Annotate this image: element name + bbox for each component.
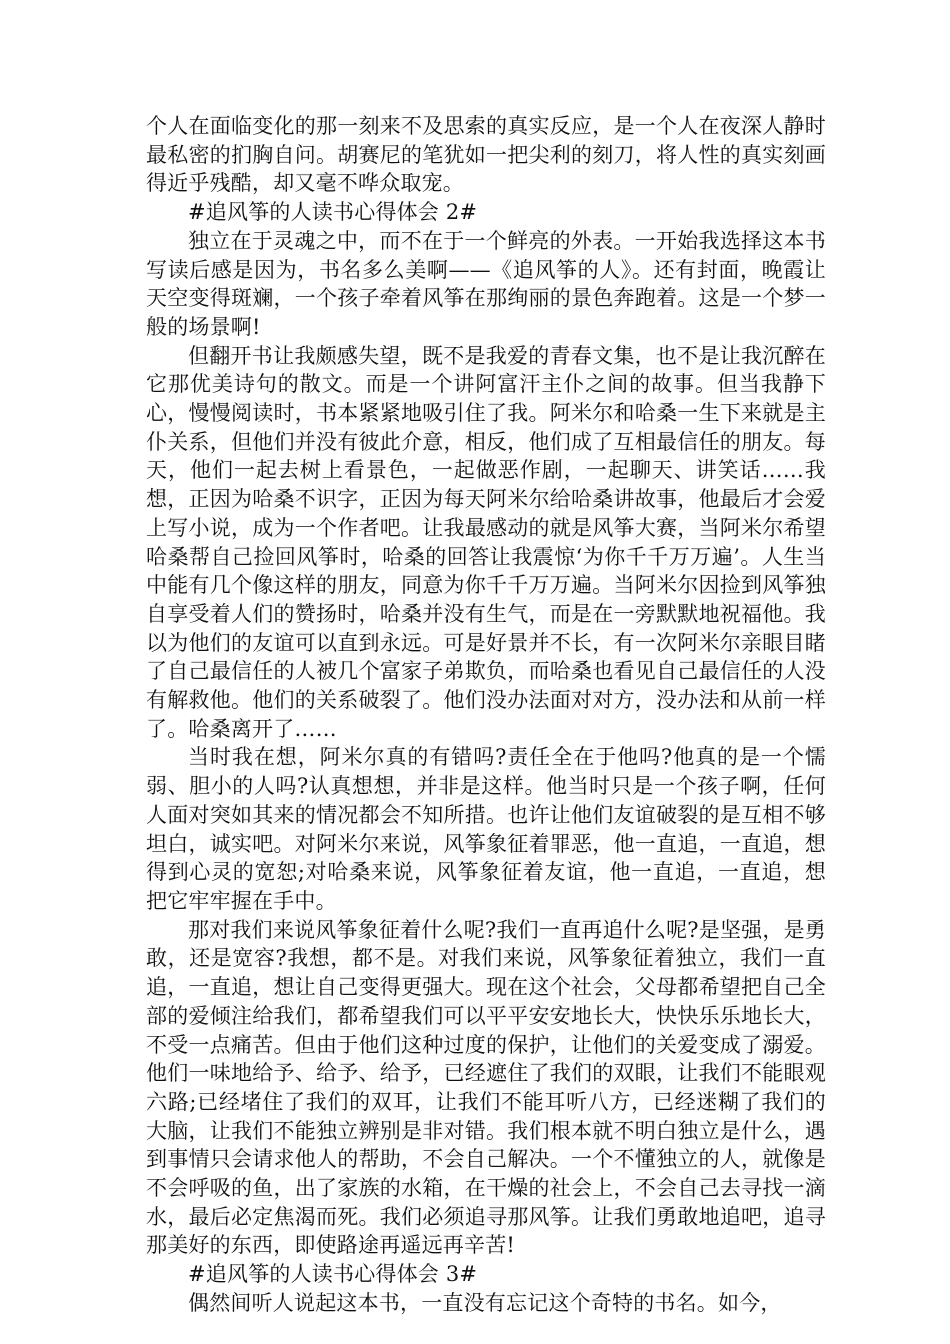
- paragraph: 那对我们来说风筝象征着什么呢?我们一直再追什么呢?是坚强，是勇敢，还是宽容?我想，都不是。对我们来说，风筝象征着独立，我们一直追，一直追，想让自己变得更强大。现在这个社会，父母都希望把自己全部的爱倾注给我们，都希望我们可以平平安安地长大，快快乐乐地长大，不受一点痛苦。但由于他们这种过度的保护，让他们的关爱变成了溺爱。他们一味地给予、给予、给予，已经遮住了我们的双眼，让我们不能眼观六路;已经堵住了我们的双耳，让我们不能耳听八方，已经迷糊了我们的大脑，让我们不能独立辨别是非对错。我们根本就不明白独立是什么，遇到事情只会请求他人的帮助，不会自己解决。一个不懂独立的人，就像是不会呼吸的鱼，出了家族的水箱，在干燥的社会上，不会自己去寻找一滴水，最后必定焦渴而死。我们必须追寻那风筝。让我们勇敢地追吧，追寻那美好的东西，即使路途再遥远再辛苦!: [146, 917, 826, 1258]
- paragraph: 独立在于灵魂之中，而不在于一个鲜亮的外表。一开始我选择这本书写读后感是因为，书名多么美啊——《追风筝的人》。还有封面，晚霞让天空变得斑斓，一个孩子牵着风筝在那绚丽的景色奔跑着。这是一个梦一般的场景啊!: [146, 228, 826, 339]
- paragraph-continued: 个人在面临变化的那一刻来不及思索的真实反应，是一个人在夜深人静时最私密的扪胸自问。胡赛尼的笔犹如一把尖利的刻刀，将人性的真实刻画得近乎残酷，却又毫不哗众取宠。: [146, 114, 826, 196]
- document-body: [146, 112, 826, 1318]
- section-heading-3: #追风筝的人读书心得体会 3#: [188, 1262, 478, 1287]
- paragraph: 偶然间听人说起这本书，一直没有忘记这个奇特的书名。如今，: [188, 1290, 782, 1315]
- section-heading-2: #追风筝的人读书心得体会 2#: [188, 200, 478, 225]
- paragraph: 当时我在想，阿米尔真的有错吗?责任全在于他吗?他真的是一个懦弱、胆小的人吗?认真想想，并非是这样。他当时只是一个孩子啊，任何人面对突如其来的情况都会不知所措。也许让他们友谊破裂的是互相不够坦白，诚实吧。对阿米尔来说，风筝象征着罪恶，他一直追，一直追，想得到心灵的宽恕;对哈桑来说，风筝象征着友谊，他一直追，一直追，想把它牢牢握在手中。: [146, 745, 826, 913]
- paragraph: 但翻开书让我颇感失望，既不是我爱的青春文集，也不是让我沉醉在它那优美诗句的散文。而是一个讲阿富汗主仆之间的故事。但当我静下心，慢慢阅读时，书本紧紧地吸引住了我。阿米尔和哈桑一生下来就是主仆关系，但他们并没有彼此介意，相反，他们成了互相最信任的朋友。每天，他们一起去树上看景色，一起做恶作剧，一起聊天、讲笑话……我想，正因为哈桑不识字，正因为每天阿米尔给哈桑讲故事，他最后才会爱上写小说，成为一个作者吧。让我最感动的就是风筝大赛，当阿米尔希望哈桑帮自己捡回风筝时，哈桑的回答让我震惊‘为你千千万万遍’。人生当中能有几个像这样的朋友，同意为你千千万万遍。当阿米尔因捡到风筝独自享受着人们的赞扬时，哈桑并没有生气，而是在一旁默默地祝福他。我以为他们的友谊可以直到永远。可是好景并不长，有一次阿米尔亲眼目睹了自己最信任的人被几个富家子弟欺负，而哈桑也看见自己最信任的人没有解救他。他们的关系破裂了。他们没办法面对对方，没办法和从前一样了。哈桑离开了……: [146, 343, 826, 741]
